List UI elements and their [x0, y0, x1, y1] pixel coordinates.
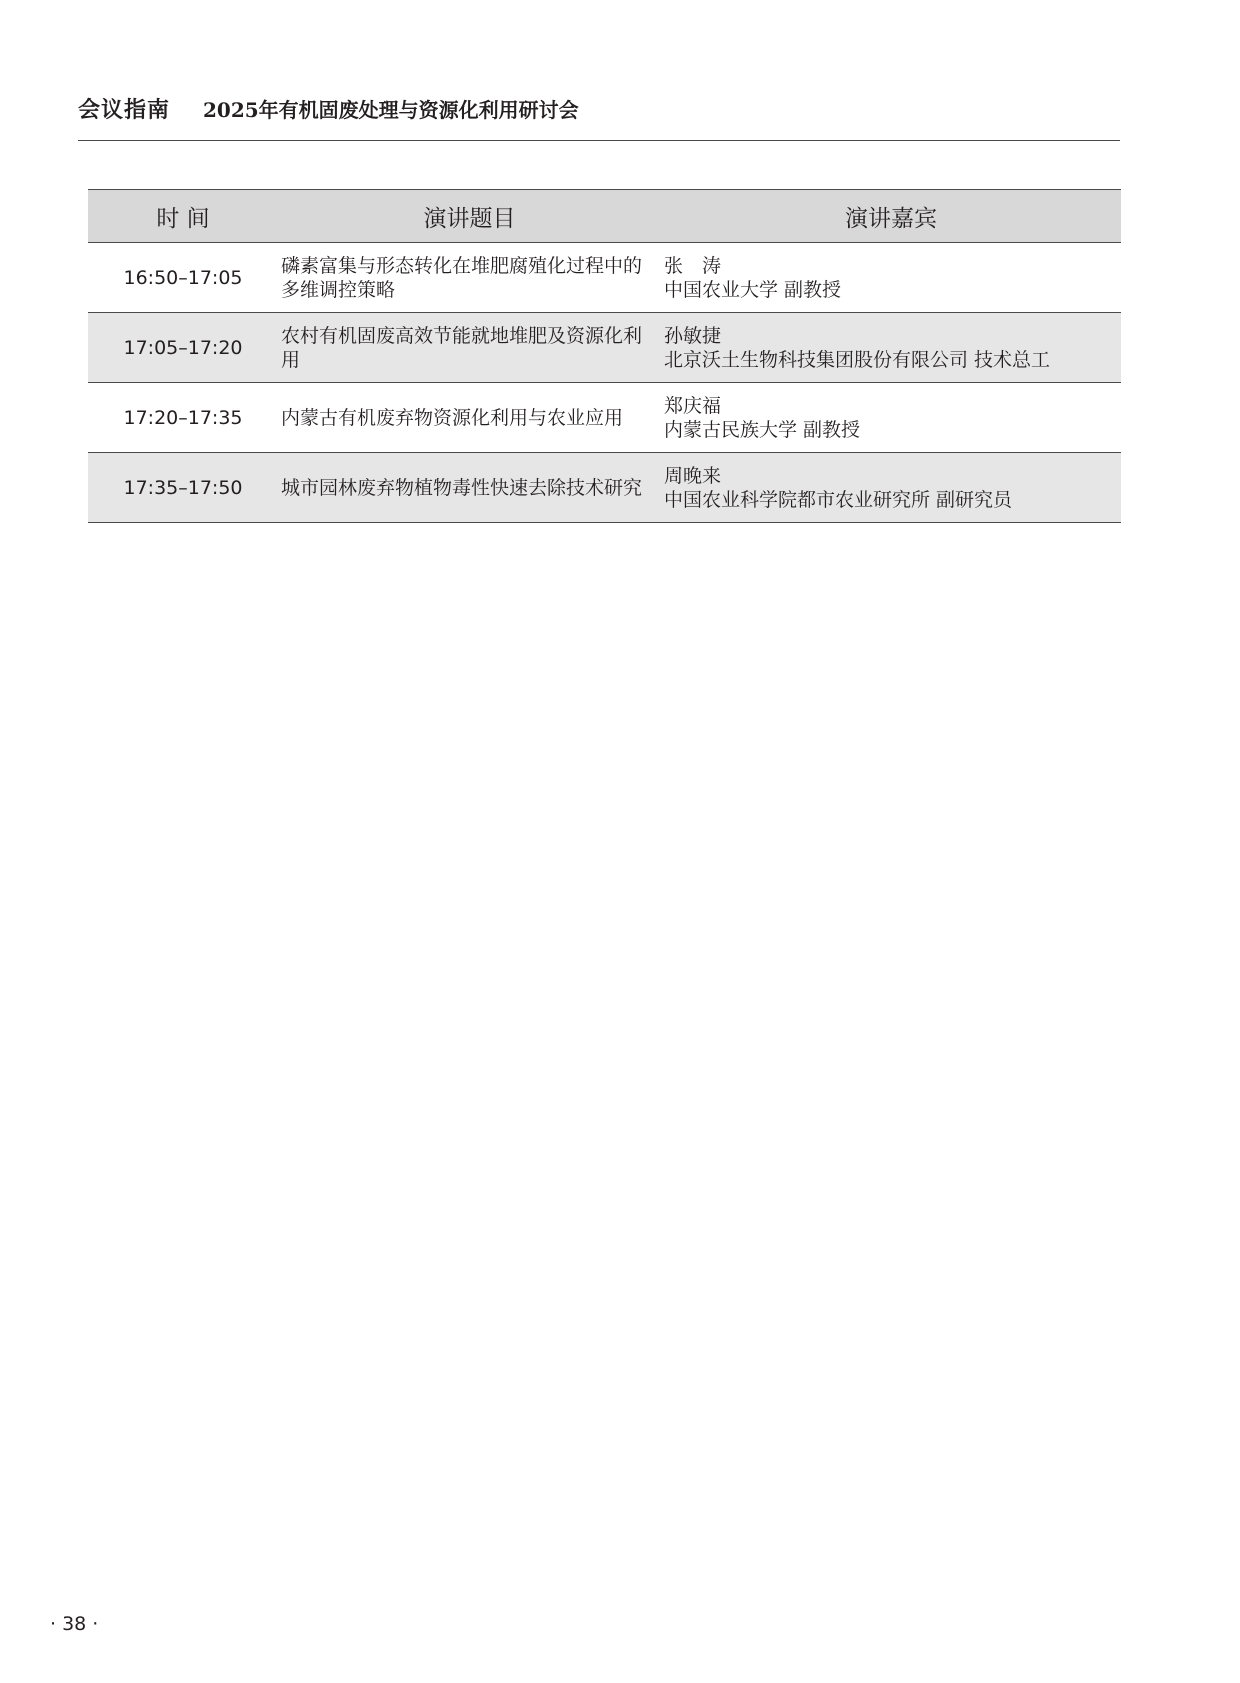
topic-cell: 农村有机固废高效节能就地堆肥及资源化利用 [278, 313, 661, 383]
table-row [88, 243, 1121, 313]
conference-title: 2025年有机固废处理与资源化利用研讨会 [203, 98, 579, 122]
topic-cell: 磷素富集与形态转化在堆肥腐殖化过程中的多维调控策略 [278, 243, 661, 313]
schedule-table [88, 189, 1121, 523]
speaker-affiliation: 中国农业大学 副教授 [664, 278, 842, 301]
speaker-name: 张 涛 [664, 254, 722, 277]
page-header [78, 96, 1120, 141]
header-topic: 演讲题目 [278, 190, 661, 243]
table-row [88, 313, 1121, 383]
page-number: · 38 · [50, 1613, 99, 1635]
time-cell: 16:50–17:05 [88, 243, 278, 313]
speaker-name: 郑庆福 [664, 394, 722, 417]
header-time: 时 间 [88, 190, 278, 243]
table-header-row [88, 190, 1121, 243]
speaker-cell [661, 383, 1121, 453]
speaker-affiliation: 内蒙古民族大学 副教授 [664, 418, 861, 441]
speaker-affiliation: 中国农业科学院都市农业研究所 副研究员 [664, 488, 1013, 511]
header-speaker: 演讲嘉宾 [661, 190, 1121, 243]
speaker-name: 孙敏捷 [664, 324, 722, 347]
time-cell: 17:05–17:20 [88, 313, 278, 383]
topic-cell: 内蒙古有机废弃物资源化利用与农业应用 [278, 383, 661, 453]
speaker-name: 周晚来 [664, 464, 722, 487]
speaker-cell [661, 243, 1121, 313]
table-row [88, 383, 1121, 453]
time-cell: 17:35–17:50 [88, 453, 278, 523]
time-cell: 17:20–17:35 [88, 383, 278, 453]
section-label: 会议指南 [78, 97, 171, 123]
table-row [88, 453, 1121, 523]
topic-cell: 城市园林废弃物植物毒性快速去除技术研究 [278, 453, 661, 523]
speaker-affiliation: 北京沃土生物科技集团股份有限公司 技术总工 [664, 348, 1051, 371]
speaker-cell [661, 313, 1121, 383]
speaker-cell [661, 453, 1121, 523]
